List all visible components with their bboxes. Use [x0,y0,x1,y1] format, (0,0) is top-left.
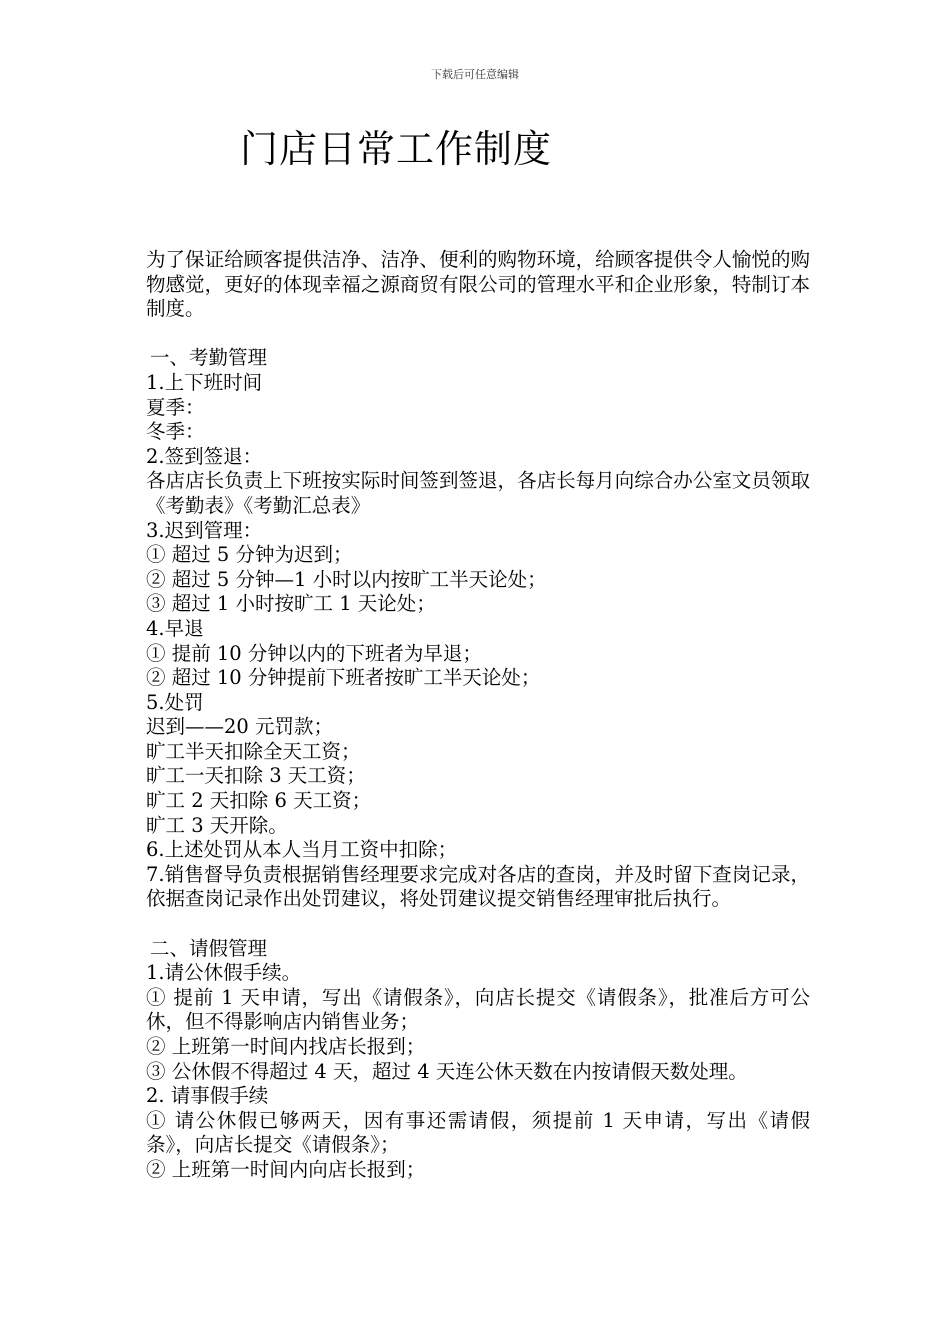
list-item: 夏季： [146,395,205,419]
list-item: 4.早退 [146,616,204,640]
section-heading-attendance: 一、考勤管理 [150,346,268,370]
list-item: ② 超过 5 分钟—1 小时以内按旷工半天论处； [146,567,547,591]
list-item: 迟到——20 元罚款； [146,715,334,739]
list-item: 旷工一天扣除 3 天工资； [146,764,366,788]
list-item: ② 上班第一时间内向店长报到； [146,1157,426,1181]
list-item: 旷工半天扣除全天工资； [146,739,361,763]
spacer [146,322,810,347]
list-item: 冬季： [146,420,205,444]
list-item: ① 请公休假已够两天，因有事还需请假，须提前 1 天申请，写出《请假条》，向店长提交《请假条》； [146,1108,810,1157]
list-item: 1.上下班时间 [146,370,263,394]
list-item: 7.销售督导负责根据销售经理要求完成对各店的查岗，并及时留下查岗记录，依据查岗记录作出处罚建议，将处罚建议提交销售经理审批后执行。 [146,862,810,911]
spacer [146,912,810,937]
list-item: 3.迟到管理： [146,518,263,542]
document-body [146,248,810,1183]
list-item: ① 提前 1 天申请，写出《请假条》，向店长提交《请假条》，批准后方可公休，但不得影响店内销售业务； [146,985,810,1034]
list-item: ② 超过 10 分钟提前下班者按旷工半天论处； [146,666,541,690]
intro-paragraph: 为了保证给顾客提供洁净、洁净、便利的购物环境，给顾客提供令人愉悦的购物感觉，更好的体现幸福之源商贸有限公司的管理水平和企业形象，特制订本制度。 [146,248,810,321]
document-title: 门店日常工作制度 [240,127,553,171]
list-item: 2.签到签退： [146,444,263,468]
header-note: 下载后可任意编辑 [431,68,519,81]
list-item: ③ 超过 1 小时按旷工 1 天论处； [146,592,436,616]
list-item: 2. 请事假手续 [146,1084,269,1108]
list-item: 1.请公休假手续。 [146,961,302,985]
list-item: 旷工 3 天开除。 [146,813,288,837]
list-item: 5.处罚 [146,690,204,714]
section-heading-leave: 二、请假管理 [150,936,268,960]
list-item: ② 上班第一时间内找店长报到； [146,1035,426,1058]
list-item: ① 超过 5 分钟为迟到； [146,543,353,567]
list-item: 6.上述处罚从本人当月工资中扣除； [146,838,458,862]
list-item: ③ 公休假不得超过 4 天，超过 4 天连公休天数在内按请假天数处理。 [146,1059,748,1083]
list-item: 各店店长负责上下班按实际时间签到签退，各店长每月向综合办公室文员领取《考勤表》《考勤汇总表》 [146,469,810,517]
list-item: 旷工 2 天扣除 6 天工资； [146,789,372,813]
list-item: ① 提前 10 分钟以内的下班者为早退； [146,641,482,665]
